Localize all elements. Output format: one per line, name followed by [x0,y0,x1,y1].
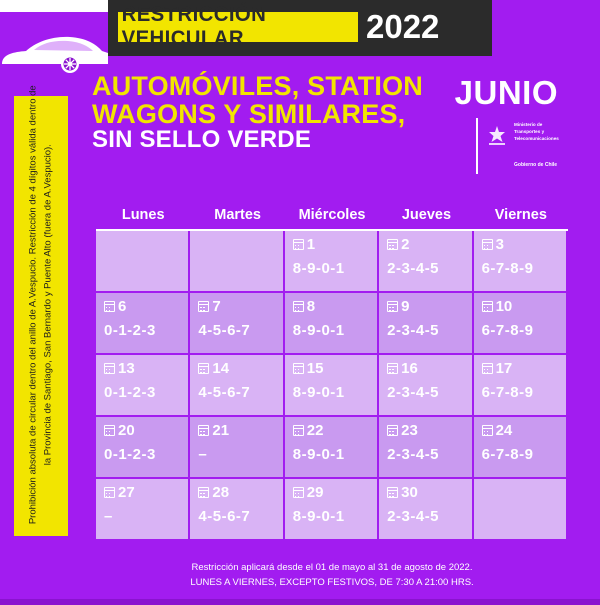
calendar-icon [387,425,398,436]
calendar-day-cell[interactable] [379,231,473,293]
calendar-day-label: 28 [212,484,230,501]
calendar-day-number [104,299,188,314]
logo-divider [476,118,478,174]
calendar-day-label: 21 [212,422,230,439]
restricted-digits: 6-7-8-9 [481,260,534,277]
calendar-icon [482,239,493,250]
restricted-digits: 2-3-4-5 [387,446,440,463]
calendar-icon [482,301,493,312]
calendar-day-number [387,361,471,376]
ministry-logo [476,118,572,174]
calendar-icon [387,301,398,312]
calendar [96,203,568,541]
calendar-day-cell[interactable] [379,355,473,417]
calendar-day-number [293,237,377,252]
calendar-day-number [482,299,566,314]
calendar-day-label: 20 [118,422,135,439]
calendar-day-number [387,237,471,252]
calendar-icon [387,487,398,498]
calendar-day-cell[interactable] [379,417,473,479]
calendar-day-cell[interactable] [96,355,190,417]
restriction-badge-label: RESTRICCIÓN VEHICULAR [121,3,267,50]
calendar-icon [293,301,304,312]
calendar-grid [96,231,568,541]
calendar-day-number [387,299,471,314]
calendar-day-label: 2 [401,236,410,253]
side-note-text: Prohibición absoluta de circular dentro del anillo de A.Vespucio. Restricción de 4 dígitos válida dentro de la Provincia de Santiago, San Bernardo y Puente Alto (fuera de A.Vespucio). [27,85,53,525]
calendar-icon [104,425,115,436]
calendar-day-cell[interactable] [474,355,568,417]
restricted-digits: – [198,446,208,463]
logo-text-line-1: Ministerio de [514,122,543,127]
calendar-day-label: 1 [306,236,316,253]
bottom-color-strip [0,599,600,605]
restricted-digits: 4-5-6-7 [198,508,251,525]
top-strip-segment [0,0,108,12]
calendar-icon [482,363,493,374]
calendar-icon [104,301,115,312]
title-line-3: SIN SELLO VERDE [92,126,312,154]
calendar-day-number [482,361,566,376]
calendar-icon [387,239,398,250]
restricted-digits: 6-7-8-9 [481,384,534,401]
calendar-day-number [198,423,282,438]
calendar-day-cell[interactable] [474,293,568,355]
restricted-digits: 2-3-4-5 [387,508,440,525]
calendar-day-label: 27 [118,484,135,501]
restricted-digits: 6-7-8-9 [481,446,534,463]
restricted-digits: 6-7-8-9 [481,322,534,339]
restricted-digits: 8-9-0-1 [292,260,345,277]
restricted-digits: 8-9-0-1 [292,384,345,401]
calendar-weekday-4: Jueves [401,207,452,223]
footer-line-1: Restricción aplicará desde el 01 de mayo al 31 de agosto de 2022. [191,562,473,573]
calendar-day-number [198,361,282,376]
calendar-day-label: 7 [212,298,221,315]
calendar-day-label: 14 [212,360,230,377]
calendar-day-label: 17 [495,360,513,377]
calendar-day-number [387,485,471,500]
calendar-day-label: 29 [306,484,324,501]
footer-line-2: LUNES A VIERNES, EXCEPTO FESTIVOS, DE 7:30 A 21:00 HRS. [190,577,474,589]
month-label: JUNIO [454,74,558,111]
calendar-day-number [482,237,566,252]
calendar-day-label: 10 [495,298,513,315]
calendar-day-cell[interactable] [285,355,379,417]
calendar-weekday-5: Viernes [494,207,547,223]
restricted-digits: – [104,508,113,525]
logo-text-line-3: Telecomunicaciones [514,135,559,141]
restricted-digits: 2-3-4-5 [387,322,440,339]
calendar-day-label: 6 [118,298,127,315]
calendar-day-number [293,361,377,376]
calendar-icon [293,487,304,498]
calendar-icon [104,363,115,374]
restricted-digits: 0-1-2-3 [104,322,156,339]
calendar-day-label: 24 [495,422,513,439]
calendar-icon [387,363,398,374]
calendar-day-number [387,423,471,438]
calendar-day-cell[interactable] [474,417,568,479]
calendar-day-cell[interactable] [190,293,284,355]
calendar-icon [293,239,304,250]
calendar-day-number [198,299,282,314]
calendar-day-cell[interactable] [190,479,284,541]
calendar-icon [104,487,115,498]
restriction-badge [118,3,358,50]
restricted-digits: 2-3-4-5 [387,260,440,277]
calendar-icon [198,425,209,436]
restricted-digits: 8-9-0-1 [292,322,345,339]
calendar-day-cell[interactable] [96,417,190,479]
calendar-day-cell[interactable] [285,293,379,355]
calendar-empty-cell [96,231,190,293]
calendar-day-cell[interactable] [474,231,568,293]
calendar-day-number [293,485,377,500]
calendar-day-number [104,361,188,376]
restricted-digits: 2-3-4-5 [387,384,440,401]
calendar-day-label: 22 [306,422,324,439]
page-title [92,72,432,153]
side-note-panel [14,85,68,536]
calendar-day-label: 3 [495,236,504,253]
calendar-day-label: 9 [401,298,410,315]
calendar-day-number [293,423,377,438]
calendar-day-cell[interactable] [96,479,190,541]
calendar-day-label: 13 [118,360,135,377]
restricted-digits: 0-1-2-3 [104,384,156,401]
calendar-day-label: 30 [401,484,418,501]
restricted-digits: 4-5-6-7 [198,384,251,401]
calendar-day-cell[interactable] [96,293,190,355]
calendar-icon [293,425,304,436]
calendar-day-label: 16 [401,360,418,377]
calendar-day-label: 23 [401,422,418,439]
calendar-day-number [104,423,188,438]
calendar-weekday-header [96,203,568,231]
calendar-day-number [293,299,377,314]
calendar-icon [293,363,304,374]
restricted-digits: 4-5-6-7 [198,322,251,339]
title-line-1: AUTOMÓVILES, STATION [92,71,424,101]
calendar-icon [198,363,209,374]
year-label: 2022 [366,8,440,45]
calendar-day-label: 15 [306,360,324,377]
restricted-digits: 8-9-0-1 [292,446,345,463]
calendar-weekday-3: Miércoles [298,207,366,223]
calendar-day-label: 8 [306,298,316,315]
logo-government-label: Gobierno de Chile [514,162,558,168]
calendar-day-cell[interactable] [379,479,473,541]
title-line-2: WAGONS Y SIMILARES, [92,99,406,130]
restricted-digits: 0-1-2-3 [104,446,156,463]
calendar-day-number [104,485,188,500]
calendar-day-cell[interactable] [190,355,284,417]
calendar-day-number [482,423,566,438]
calendar-weekday-2: Martes [214,207,261,223]
calendar-empty-cell [474,479,568,541]
calendar-day-cell[interactable] [285,479,379,541]
footer-note [96,560,568,590]
calendar-weekday-1: Lunes [121,207,165,223]
logo-text-line-2: Transportes y [514,128,545,134]
calendar-icon [482,425,493,436]
calendar-day-cell[interactable] [285,231,379,293]
calendar-day-cell[interactable] [190,417,284,479]
calendar-empty-cell [190,231,284,293]
calendar-icon [198,301,209,312]
restricted-digits: 8-9-0-1 [292,508,345,525]
calendar-day-cell[interactable] [379,293,473,355]
logo-text [514,122,572,143]
calendar-icon [198,487,209,498]
coat-of-arms-icon [484,124,510,150]
calendar-day-number [198,485,282,500]
calendar-day-cell[interactable] [285,417,379,479]
